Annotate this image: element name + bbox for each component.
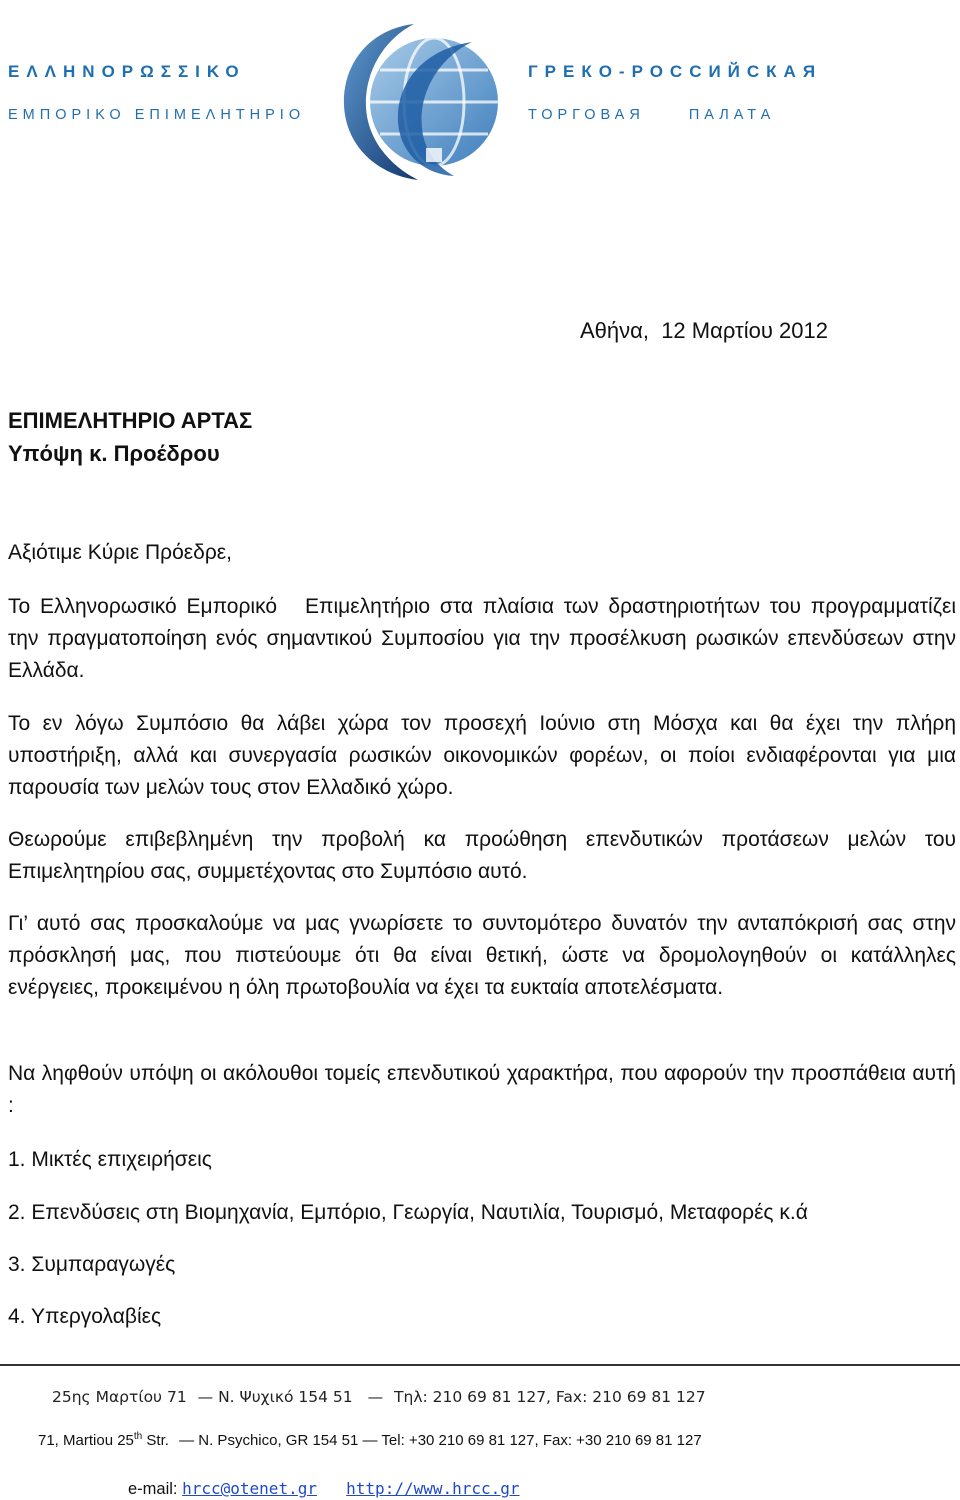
letterhead-left bbox=[8, 62, 305, 123]
org-name-russian: ГРЕКО-РОССИЙСКАЯ bbox=[528, 62, 823, 81]
paragraph-5: Να ληφθούν υπόψη οι ακόλουθοι τομείς επενδυτικού χαρακτήρα, που αφορούν την προσπάθεια αυτή : bbox=[8, 1062, 956, 1117]
footer-divider bbox=[0, 1364, 960, 1366]
footer-en-tel: Tel: +30 210 69 81 127, bbox=[381, 1432, 539, 1449]
org-subtitle-russian-part1: ТОРГОВАЯ bbox=[528, 107, 645, 123]
org-name-greek: ΕΛΛΗΝΟΡΩΣΣΙΚΟ bbox=[8, 62, 246, 81]
list-item: 4. Υπεργολαβίες bbox=[8, 1305, 162, 1328]
paragraph-2: Το εν λόγω Συμπόσιο θα λάβει χώρα τον προσεχή Ιούνιο στη Μόσχα και θα έχει την πλήρη υποστήριξη, αλλά και συνεργασία ρωσικών οικονομικών φορέων, οι ποίοι ενδιαφέρονται για μια παρουσία των μελών τους στον Ελλαδικό χώρο. bbox=[8, 712, 956, 799]
email-link[interactable]: hrcc@otenet.gr bbox=[182, 1479, 317, 1498]
list-item: 2. Επενδύσεις στη Βιομηχανία, Εμπόριο, Γεωργία, Ναυτιλία, Τουρισμό, Μεταφορές κ.ά bbox=[8, 1201, 808, 1224]
footer-en-street: 71, Martiou 25 bbox=[38, 1432, 134, 1449]
footer-en-city: N. Psychico, GR 154 51 bbox=[198, 1432, 359, 1449]
recipient-line2: Υπόψη κ. Προέδρου bbox=[8, 441, 220, 466]
org-subtitle-russian bbox=[528, 107, 822, 123]
recipient-block bbox=[8, 404, 252, 470]
paragraph-1 bbox=[8, 591, 956, 687]
letterhead-right bbox=[528, 62, 822, 123]
org-subtitle-greek: ΕΜΠΟΡΙΚΟ ΕΠΙΜΕΛΗΤΗΡΙΟ bbox=[8, 107, 306, 123]
chamber-logo-icon bbox=[322, 16, 522, 186]
list-item: 1. Μικτές επιχειρήσεις bbox=[8, 1148, 212, 1171]
footer-email-label: e-mail: bbox=[128, 1480, 178, 1498]
recipient-line1: ΕΠΙΜΕΛΗΤΗΡΙΟ ΑΡΤΑΣ bbox=[8, 408, 253, 433]
letter-date: Αθήνα, 12 Μαρτίου 2012 bbox=[580, 318, 828, 343]
paragraph-3: Θεωρούμε επιβεβλημένη την προβολή κα προώθηση επενδυτικών προτάσεων μελών του Επιμελητηρίου σας, συμμετέχοντας στο Συμπόσιο αυτό. bbox=[8, 828, 956, 883]
footer-en-fax: Fax: +30 210 69 81 127 bbox=[542, 1432, 702, 1449]
footer-gr-fax: Fax: 210 69 81 127 bbox=[555, 1388, 706, 1406]
paragraph-1-start: Το Ελληνορωσικό Εμπορικό bbox=[8, 595, 278, 618]
footer-english-address: 71, Martiou 25th Str. — N. Psychico, GR 154 51 — Tel: +30 210 69 81 127, Fax: +30 210 69 81 127 bbox=[38, 1431, 702, 1449]
website-link[interactable]: http://www.hrcc.gr bbox=[346, 1479, 520, 1498]
footer-contact bbox=[128, 1479, 520, 1499]
paragraph-4: Γι’ αυτό σας προσκαλούμε να μας γνωρίσετε το συντομότερο δυνατόν την ανταπόκρισή σας στην πρόσκλησή μας, που πιστεύουμε ότι θα είναι θετική, ώστε να δρομολογηθούν οι κατάλληλες ενέργειες, προκειμένου η όλη πρωτοβουλία να έχει τα ευκταία αποτελέσματα. bbox=[8, 912, 956, 999]
footer-en-street-sup: th bbox=[133, 1431, 143, 1442]
footer-gr-city: Ν. Ψυχικό 154 51 bbox=[218, 1388, 353, 1406]
footer-gr-phone: Τηλ: 210 69 81 127, bbox=[394, 1388, 551, 1406]
org-subtitle-russian-part2: ПАЛАТА bbox=[688, 107, 776, 123]
footer-gr-street: 25ης Μαρτίου 71 bbox=[52, 1388, 187, 1406]
paragraph-1-rest: Επιμελητήριο στα πλαίσια των δραστηριοτήτων του προγραμματίζει την πραγματοποίηση ενός σημαντικού Συμποσίου για την προσέλκυση ρωσικών επενδύσεων στην Ελλάδα. bbox=[8, 595, 956, 682]
salutation: Αξιότιμε Κύριε Πρόεδρε, bbox=[8, 541, 232, 564]
footer-greek-address: 25ης Μαρτίου 71 — Ν. Ψυχικό 154 51 — Τηλ: 210 69 81 127, Fax: 210 69 81 127 bbox=[52, 1388, 706, 1406]
list-item: 3. Συμπαραγωγές bbox=[8, 1253, 176, 1276]
footer-en-street-tail: Str. bbox=[142, 1432, 169, 1449]
